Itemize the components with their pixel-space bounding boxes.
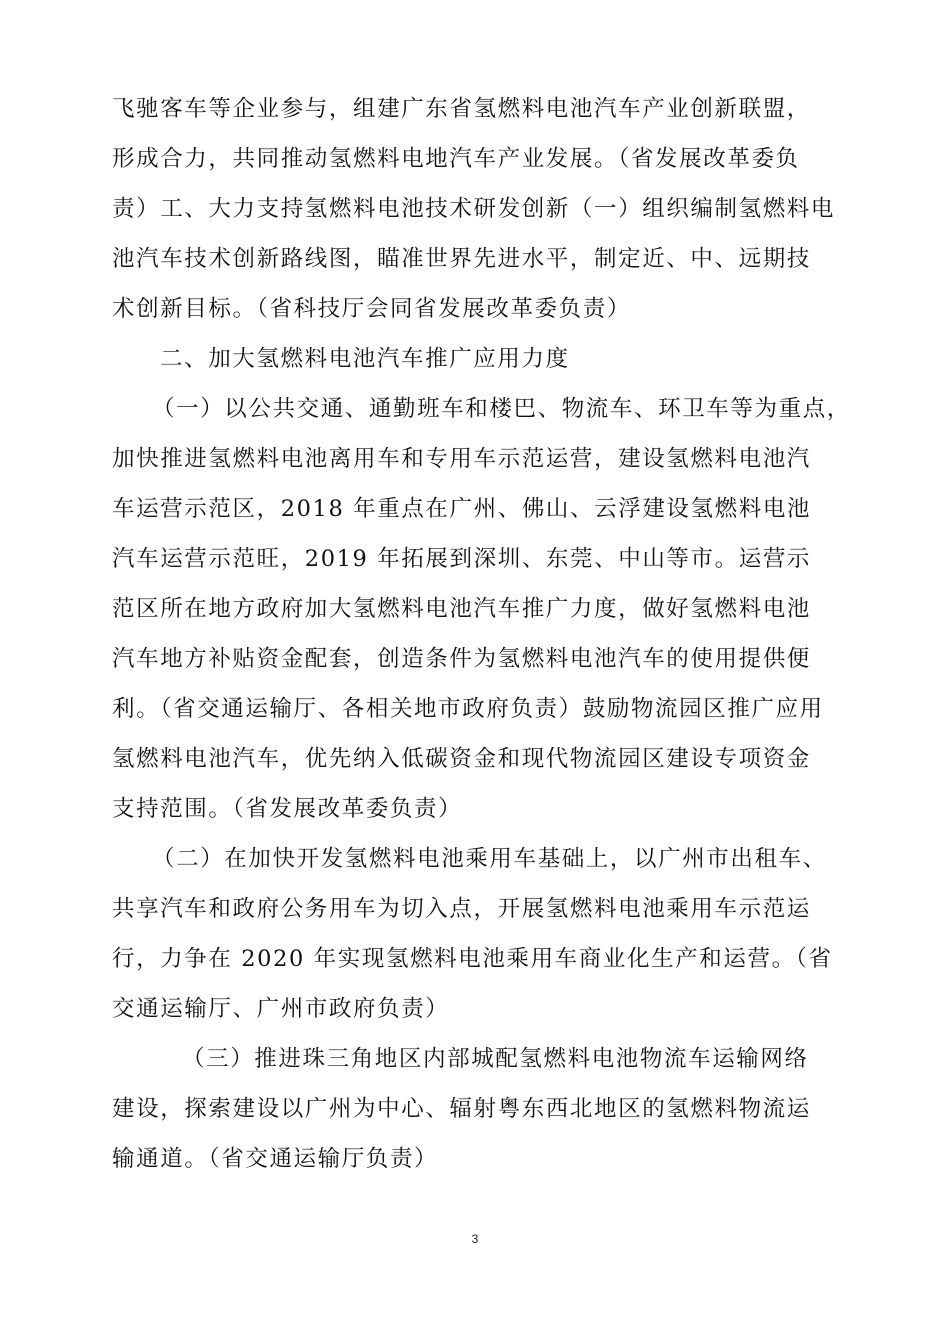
- text-line: （二）在加快开发氢燃料电池乘用车基础上，以广州市出租车、: [152, 846, 827, 872]
- text-line: 加快推进氢燃料电池离用车和专用车示范运营，建设氢燃料电池汽: [112, 446, 811, 472]
- text-line: 建设，探索建设以广州为中心、辐射粤东西北地区的氢燃料物流运: [112, 1096, 811, 1122]
- text-line: 行，力争在 2020 年实现氢燃料电池乘用车商业化生产和运营。（省: [112, 946, 833, 972]
- text-line: 支持范围。（省发展改革委负责）: [112, 796, 463, 822]
- text-line: （三）推进珠三角地区内部城配氢燃料电池物流车运输网络: [182, 1046, 809, 1072]
- text-line: 汽车地方补贴资金配套，创造条件为氢燃料电池汽车的使用提供便: [112, 646, 811, 672]
- text-line: （一）以公共交通、通勤班车和楼巴、物流车、环卫车等为重点，: [152, 396, 851, 422]
- text-line: 氢燃料电池汽车，优先纳入低碳资金和现代物流园区建设专项资金: [112, 746, 811, 772]
- text-line: 飞驰客车等企业参与，组建广东省氢燃料电池汽车产业创新联盟，: [112, 96, 811, 122]
- text-line: 车运营示范区，2018 年重点在广州、佛山、云浮建设氢燃料电池: [112, 496, 812, 522]
- text-line: 利。（省交通运输厅、各相关地市政府负责）鼓励物流园区推广应用: [112, 696, 824, 722]
- page-number: 3: [471, 1232, 479, 1246]
- text-line: 责）工、大力支持氢燃料电池技术研发创新（一）组织编制氢燃料电: [112, 196, 836, 222]
- text-line: 形成合力，共同推动氢燃料电地汽车产业发展。（省发展改革委负: [112, 146, 800, 172]
- text-line: 交通运输厅、广州市政府负责）: [112, 996, 450, 1022]
- text-line: 池汽车技术创新路线图，瞄准世界先进水平，制定近、中、远期技: [112, 246, 811, 272]
- text-line: 输通道。（省交通运输厅负责）: [112, 1146, 439, 1172]
- text-line: 共享汽车和政府公务用车为切入点，开展氢燃料电池乘用车示范运: [112, 896, 811, 922]
- text-line: 术创新目标。（省科技厅会同省发展改革委负责）: [112, 296, 631, 322]
- text-line: 范区所在地方政府加大氢燃料电池汽车推广力度，做好氢燃料电池: [112, 596, 811, 622]
- section-heading: 二、加大氢燃料电池汽车推广应用力度: [160, 346, 570, 372]
- text-line: 汽车运营示范旺，2019 年拓展到深圳、东莞、中山等市。运营示: [112, 546, 812, 572]
